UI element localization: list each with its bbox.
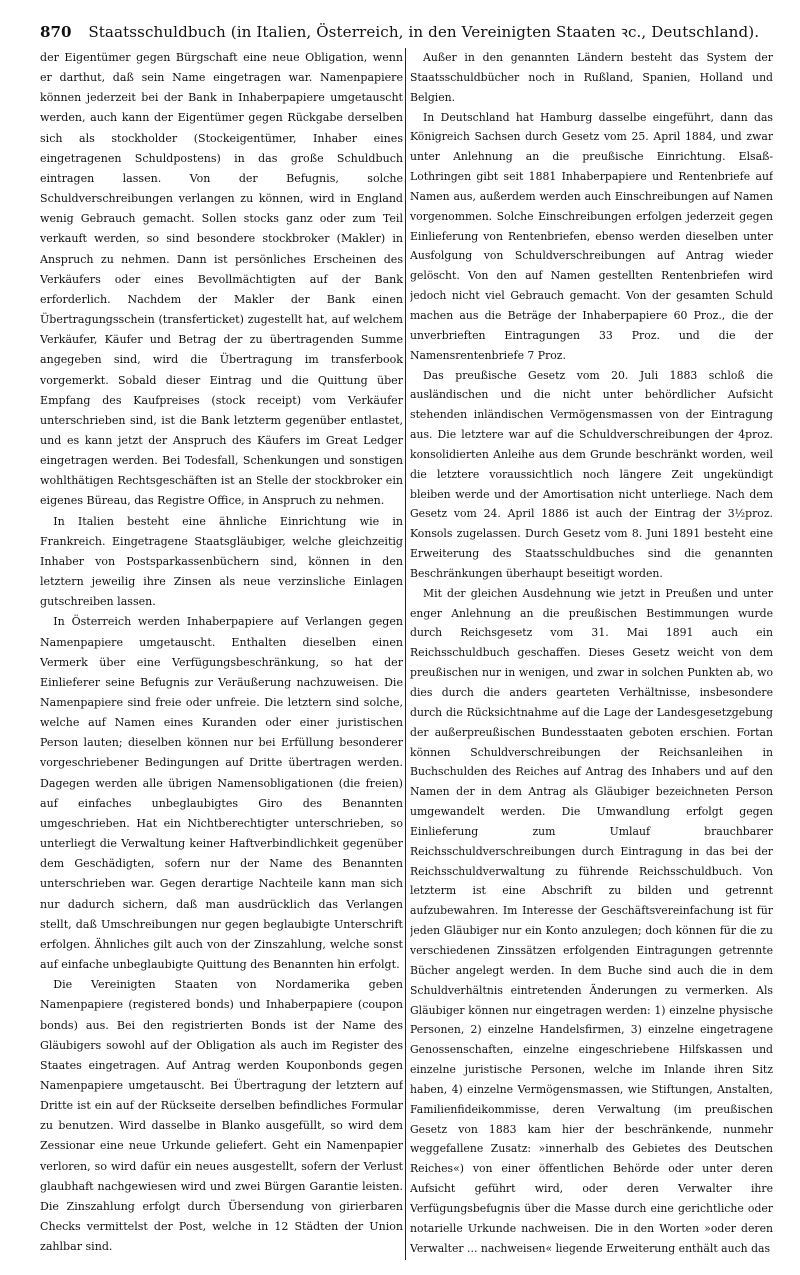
paragraph-right-reichsschuldbuch: Mit der gleichen Ausdehnung wie jetzt in Preußen und unter enger Anlehnung an die preußischen Bestimmungen wurde durch Reichsgesetz vom 31. Mai 1891 auch ein Reichsschuldbuch geschaffen. Dieses Gesetz weicht von dem preußischen nur in wenigen, und zwar in solchen Punkten ab, wo dies durch die anders gearteten Verhältnisse, insbesondere durch die Rücksichtnahme auf die Lage der Landesgesetzgebung der außerpreußischen Bundesstaaten geboten erschien. Fortan können Schuldverschreibungen der Reichsanleihen in Buchschulden des Reiches auf Antrag des Inhabers und auf den Namen der in dem Antrag als Gläubiger bezeichneten Person umgewandelt werden. Die Umwandlung erfolgt gegen Einlieferung zum Umlauf brauchbarer Reichsschuldverschreibungen durch Eintragung in das bei der Reichsschuldverwaltung zu führende Reichsschuldbuch. Von letzterm ist eine Abschrift zu bilden und getrennt aufzubewahren. Im Interesse der Geschäftsvereinfachung ist für jeden Gläubiger nur ein Konto anzulegen; doch können für die zu verschiedenen Zinssätzen erfolgenden Eintragungen getrennte Bücher angelegt werden. In dem Buche sind auch die in dem Schuldverhältnis eintretenden Änderungen zu vermerken. Als Gläubiger können nur eingetragen werden: 1) einzelne physische Personen, 2) einzelne Handelsfirmen, 3) einzelne eingetragene Genossenschaften, einzelne eingeschriebene Hilfskassen und einzelne juristische Personen, welche im Inlande ihren Sitz haben, 4) einzelne Vermögensmassen, wie Stiftungen, Anstalten, Familienfideikommisse, deren Verwaltung (im preußischen Gesetz von 1883 kam hier der beschränkende, nunmehr weggefallene Zusatz: »innerhalb des Gebietes des Deutschen Reiches«) von einer öffentlichen Behörde oder unter deren Aufsicht geführt wird, oder deren Verwalter ihre Verfügungsbefugnis über die Masse durch eine gerichtliche oder notarielle Urkunde nachweisen. Die in den Worten »oder deren Verwalter ... nachweisen« liegende Erweiterung enthält auch das: [410, 586, 773, 1255]
running-title: Staatsschuldbuch (in Italien, Österreich, in den Vereinigten Staaten ꝛc., Deutschland).: [88, 23, 760, 41]
paragraph-left-oesterreich: In Österreich werden Inhaberpapiere auf Verlangen gegen Namenpapiere umgetauscht. Enthalten dieselben einen Vermerk über eine Verfügungsbeschränkung, so hat der Einlieferer seine Befugnis zur Veräußerung nachzuweisen. Die Namenpapiere sind freie oder unfreie. Die letztern sind solche, welche auf Namen eines Kuranden oder einer juristischen Person lauten; dieselben können nur bei Erfüllung besonderer vorgeschriebener Bedingungen auf Dritte übertragen werden. Dagegen werden alle übrigen Namensobligationen (die freien) auf einfaches unbeglaubigtes Giro des Benannten umgeschrieben. Hat ein Nichtberechtigter unterschrieben, so unterliegt die Verwaltung keiner Haftverbindlichkeit gegenüber dem Geschädigten, sofern nur der Name des Benannten unterschrieben war. Gegen derartige Nachteile kann man sich nur dadurch sichern, daß man ausdrücklich das Verlangen stellt, daß Umschreibungen nur gegen beglaubigte Unterschrift erfolgen. Ähnliches gilt auch von der Zinszahlung, welche sonst auf einfache unbeglaubigte Quittung des Benannten hin erfolgt.: [40, 615, 403, 972]
paragraph-right-preussen: Das preußische Gesetz vom 20. Juli 1883 schloß die ausländischen und die nicht unter behördlicher Aufsicht stehenden inländischen Vermögensmassen von der Eintragung aus. Die letztere war auf die Schuldverschreibungen der 4proz. konsolidierten Anleihe aus dem Grunde beschränkt worden, weil die letztere voraussichtlich noch längere Zeit ungekündigt bleiben werde und der Amortisation nicht unterliege. Nach dem Gesetz vom 24. April 1886 ist auch der Eintrag der 3½proz. Konsols zugelassen. Durch Gesetz vom 8. Juni 1891 besteht eine Erweiterung des Staatsschuldbuches sind die genannten Beschränkungen überhaupt beseitigt worden.: [410, 368, 773, 580]
right-column: [410, 48, 773, 1263]
column-divider: [405, 48, 406, 1260]
paragraph-left-1: der Eigentümer gegen Bürgschaft eine neue Obligation, wenn er darthut, daß sein Name eingetragen war. Namenpapiere können jederzeit bei der Bank in Inhaberpapiere umgetauscht werden, auch kann der Eigentümer gegen Rückgabe derselben sich als stockholder (Stockeigentümer, Inhaber eines eingetragenen Schuldpostens) in das große Schuldbuch eintragen lassen. Von der Befugnis, solche Schuldverschreibungen verlangen zu können, wird in England wenig Gebrauch gemacht. Sollen stocks ganz oder zum Teil verkauft werden, so sind besondere stockbroker (Makler) in Anspruch zu nehmen. Dann ist persönliches Erscheinen des Verkäufers oder eines Bevollmächtigten auf der Bank erforderlich. Nachdem der Makler der Bank einen Übertragungsschein (transferticket) zugestellt hat, auf welchem Verkäufer, Käufer und Betrag der zu übertragenden Summe angegeben sind, wird die Übertragung im transferbook vorgemerkt. Sobald dieser Eintrag und die Quittung über Empfang des Kaufpreises (stock receipt) vom Verkäufer unterschrieben sind, ist die Bank letzterm gegenüber entlastet, und es kann jetzt der Anspruch des Käufers im Great Ledger eingetragen werden. Bei Todesfall, Schenkungen und sonstigen wohlthätigen Rechtsgeschäften ist an Stelle der stockbroker ein eigenes Büreau, das Registre Office, in Anspruch zu nehmen.: [40, 51, 403, 508]
paragraph-right-deutschland: In Deutschland hat Hamburg dasselbe eingeführt, dann das Königreich Sachsen durch Gesetz vom 25. April 1884, und zwar unter Anlehnung an die preußische Einrichtung. Elsaß-Lothringen gibt seit 1881 Inhaberpapiere und Rentenbriefe auf Namen aus, außerdem werden auch Einschreibungen auf Namen vorgenommen. Solche Einschreibungen erfolgen jederzeit gegen Einlieferung von Rentenbriefen, ebenso werden dieselben unter Ausfolgung von Schuldverschreibungen auf Antrag wieder gelöscht. Von den auf Namen gestellten Rentenbriefen wird jedoch nicht viel Gebrauch gemacht. Von der gesamten Schuld machen aus die Beträge der Inhaberpapiere 60 Proz., die der unverbrieften Eintragungen 33 Proz. und die der Namensrentenbriefe 7 Proz.: [410, 110, 773, 362]
paragraph-left-italien: In Italien besteht eine ähnliche Einrichtung wie in Frankreich. Eingetragene Staatsgläubiger, welche gleichzeitig Inhaber von Postsparkassenbüchern sind, können in den letztern jeweilig ihre Zinsen als neue verzinsliche Einlagen gutschreiben lassen.: [40, 514, 403, 609]
left-column: [40, 48, 403, 1263]
paragraph-right-laender: Außer in den genannten Ländern besteht das System der Staatsschuldbücher noch in Rußland, Spanien, Holland und Belgien.: [410, 51, 773, 104]
page-number: 870: [40, 23, 72, 41]
paragraph-left-vereinigte-staaten: Die Vereinigten Staaten von Nordamerika geben Namenpapiere (registered bonds) und Inhaberpapiere (coupon bonds) aus. Bei den registrierten Bonds ist der Name des Gläubigers sowohl auf der Obligation als auch im Register des Staates eingetragen. Auf Antrag werden Kouponbonds gegen Namenpapiere umgetauscht. Bei Übertragung der letztern auf Dritte ist ein auf der Rückseite derselben befindliches Formular zu benutzen. Wird dasselbe in Blanko ausgefüllt, so wird dem Zessionar eine neue Urkunde geliefert. Geht ein Namenpapier verloren, so wird dafür ein neues ausgestellt, sofern der Verlust glaubhaft nachgewiesen wird und zwei Bürgen Garantie leisten. Die Zinszahlung erfolgt durch Übersendung von girierbaren Checks vermittelst der Post, welche in 12 Städten der Union zahlbar sind.: [40, 978, 403, 1254]
